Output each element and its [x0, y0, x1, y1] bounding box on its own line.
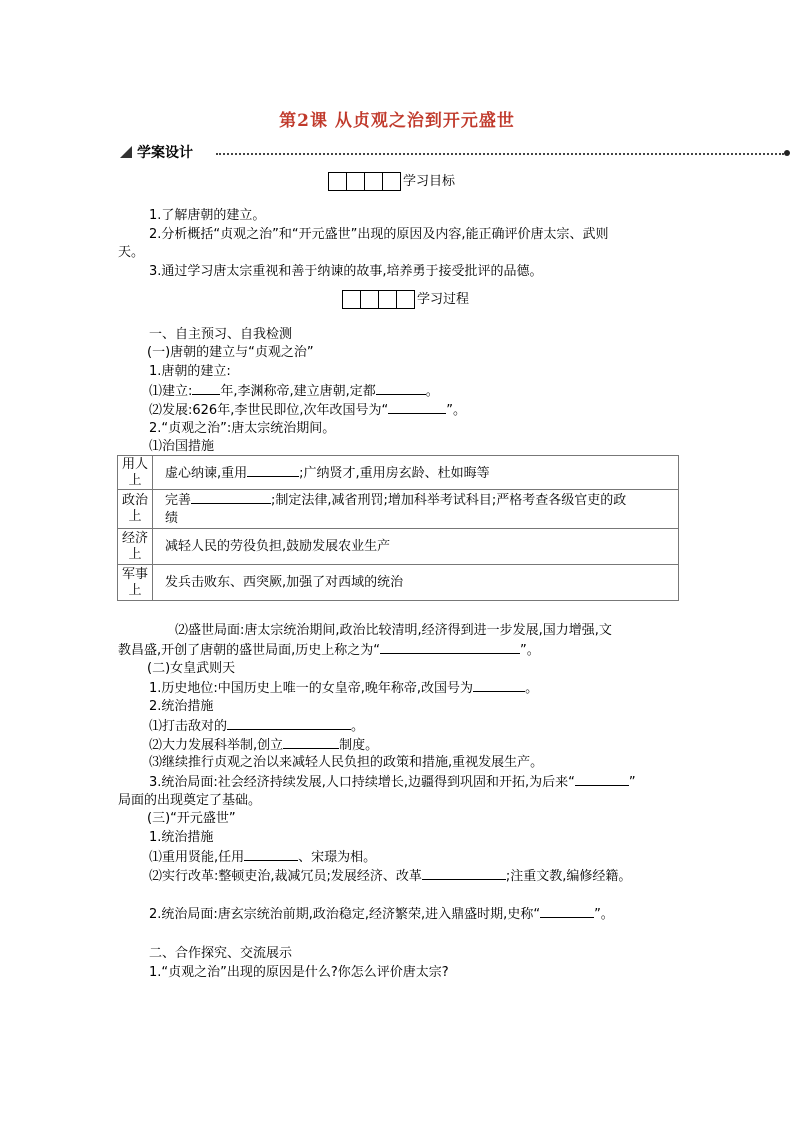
blank: [380, 640, 520, 654]
triangle-icon: [120, 146, 132, 158]
row-header: [118, 565, 153, 601]
item-1-1b: [149, 400, 466, 420]
goals-heading-text: 学习目标: [403, 174, 456, 189]
divider-end-dot: [784, 150, 790, 156]
item-2-2c: ⑶继续推行贞观之治以来减轻人民负担的政策和措施,重视发展生产。: [149, 755, 544, 770]
table-row: [118, 565, 679, 601]
text: ”。: [446, 403, 466, 418]
item-1-2b: ⑵盛世局面:唐太宗统治期间,政治比较清明,经济得到进一步发展,国力增强,文: [175, 623, 612, 638]
blank: [191, 490, 271, 504]
text: ⑵发展:626年,李世民即位,次年改国号为“: [149, 403, 389, 418]
text: ;制定法律,减省刑罚;增加科举考试科目;严格考查各级官吏的政: [271, 493, 627, 508]
text: 年,李渊称帝,建立唐朝,定都: [220, 384, 376, 399]
row-header: [118, 456, 153, 490]
text: 完善: [165, 493, 192, 508]
item-2-2b: [149, 735, 378, 755]
text: 。: [351, 719, 365, 734]
section3-title: (三)“开元盛世”: [147, 811, 236, 826]
item-2-2a: [149, 716, 364, 736]
item-1-1a: [149, 381, 439, 401]
text: 教昌盛,开创了唐朝的盛世局面,历史上称之为“: [118, 643, 380, 658]
item-3-1a: [149, 847, 376, 867]
row-content: 减轻人民的劳役负担,鼓励发展农业生产: [153, 529, 679, 565]
text: ⑴打击敌对的: [149, 719, 228, 734]
item-1-2: 2.“贞观之治”:唐太宗统治期间。: [149, 421, 336, 436]
text: ;注重文教,编修经籍。: [505, 869, 632, 884]
text: 。: [425, 384, 439, 399]
row-content: [153, 456, 679, 490]
item-3-2: [149, 904, 614, 924]
item-1-2b-cont: [118, 640, 540, 660]
goal-1: 1.了解唐朝的建立。: [149, 208, 266, 223]
blank: [192, 381, 220, 395]
section-label: 学案设计: [137, 145, 193, 161]
text: 经济: [121, 530, 148, 546]
goal-2: 2.分析概括“贞观之治”和“开元盛世”出现的原因及内容,能正确评价唐太宗、武则: [149, 227, 609, 242]
goals-heading: [328, 172, 455, 191]
goal-2-cont: 天。: [118, 245, 145, 260]
table-row: [118, 456, 679, 490]
question-1: 1.“贞观之治”出现的原因是什么?你怎么评价唐太宗?: [149, 965, 449, 980]
part1-title: 一、自主预习、自我检测: [149, 327, 293, 342]
text: ⑵大力发展科举制,创立: [149, 738, 284, 753]
measures-table: [117, 455, 679, 601]
text: 上: [128, 472, 142, 488]
table-row: [118, 490, 679, 529]
blank: [540, 904, 594, 918]
heading-box: [342, 290, 361, 309]
process-heading-text: 学习过程: [417, 292, 470, 307]
text: ;广纳贤才,重用房玄龄、杜如晦等: [299, 465, 490, 481]
row-header: [118, 529, 153, 565]
item-2-1: [149, 678, 538, 698]
blank: [575, 772, 629, 786]
text: 上: [128, 509, 142, 524]
text: 上: [128, 546, 142, 562]
part2-title: 二、合作探究、交流展示: [149, 946, 293, 961]
heading-box: [364, 172, 383, 191]
blank: [244, 847, 298, 861]
text: 。: [525, 681, 539, 696]
text: 制度。: [339, 738, 379, 753]
text: 政治: [121, 493, 148, 508]
text: 3.统治局面:社会经济持续发展,人口持续增长,边疆得到巩固和开拓,为后来“: [149, 775, 575, 790]
text: 1.历史地位:中国历史上唯一的女皇帝,晚年称帝,改国号为: [149, 681, 474, 696]
text: ⑴重用贤能,任用: [149, 850, 245, 865]
text: ⑴建立:: [149, 384, 193, 399]
text: 2.统治局面:唐玄宗统治前期,政治稳定,经济繁荣,进入鼎盛时期,史称“: [149, 907, 541, 922]
item-3-1: 1.统治措施: [149, 830, 214, 845]
text: 用人: [121, 456, 148, 472]
section-header-bar: [118, 143, 790, 163]
text: ”: [628, 775, 636, 790]
item-2-3-cont: 局面的出现奠定了基础。: [118, 793, 262, 808]
heading-box: [382, 172, 401, 191]
blank: [388, 400, 446, 414]
text: 绩: [165, 511, 179, 526]
blank: [227, 716, 351, 730]
item-2-3: [149, 772, 636, 792]
dotted-divider: [216, 153, 784, 155]
section2-title: (二)女皇武则天: [147, 661, 236, 676]
section1-title: (一)唐朝的建立与“贞观之治”: [147, 345, 314, 360]
process-heading: [342, 290, 469, 309]
heading-box: [360, 290, 379, 309]
row-content: 发兵击败东、西突厥,加强了对西域的统治: [153, 565, 679, 601]
heading-box: [328, 172, 347, 191]
item-1-1: 1.唐朝的建立:: [149, 364, 231, 379]
table-row: [118, 529, 679, 565]
blank: [376, 381, 426, 395]
goal-3: 3.通过学习唐太宗重视和善于纳谏的故事,培养勇于接受批评的品德。: [149, 264, 543, 279]
text: ⑵实行改革:整顿吏治,裁减冗员;发展经济、改革: [149, 869, 422, 884]
heading-box: [396, 290, 415, 309]
heading-box: [346, 172, 365, 191]
item-2-2: 2.统治措施: [149, 699, 214, 714]
blank: [247, 463, 299, 477]
row-header: [118, 490, 153, 529]
blank: [473, 678, 525, 692]
text: 虚心纳谏,重用: [165, 465, 248, 481]
row-content: [153, 490, 679, 529]
text: 军事: [121, 566, 148, 582]
text: 上: [128, 582, 142, 598]
lesson-title: 第2课 从贞观之治到开元盛世: [279, 111, 515, 131]
heading-box: [378, 290, 397, 309]
text: 、宋璟为相。: [298, 850, 377, 865]
blank: [422, 866, 506, 880]
item-1-2a: ⑴治国措施: [149, 439, 215, 454]
text: ”。: [594, 907, 614, 922]
text: ”。: [520, 643, 540, 658]
blank: [283, 735, 339, 749]
item-3-1b: [149, 866, 631, 886]
